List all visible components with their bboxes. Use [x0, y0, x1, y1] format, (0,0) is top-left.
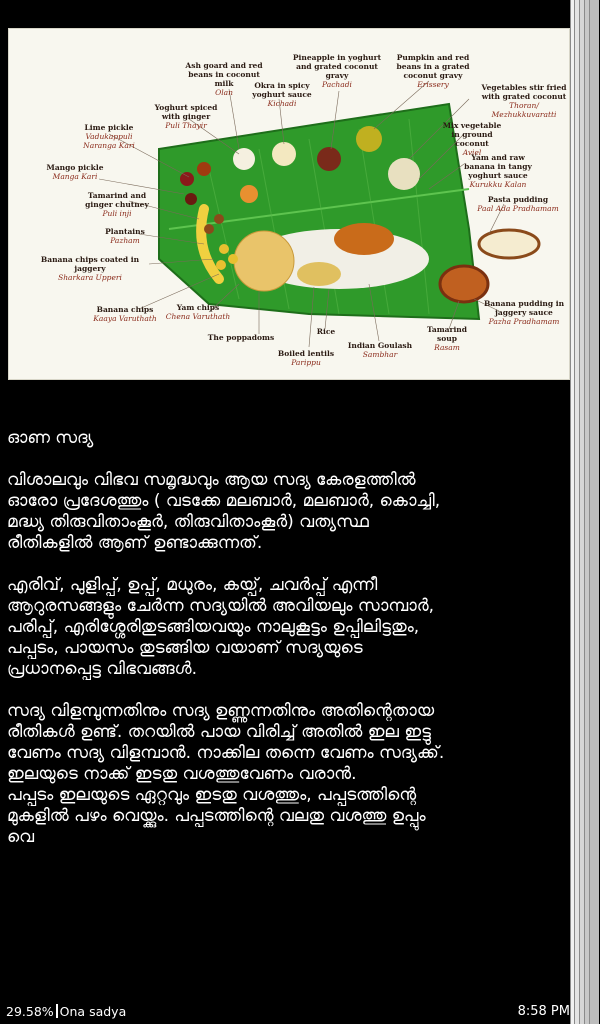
label-thoran: Vegetables stir fried with grated coconut Thoran/ Mezhukkuvaratti [481, 83, 567, 119]
reading-progress [6, 1004, 126, 1019]
label-puli-thayir: Yoghurt spiced with ginger Puli Thayir [154, 103, 218, 130]
label-aviel: Mix vegetable in ground coconut Aviel [442, 121, 502, 157]
separator [56, 1004, 58, 1018]
label-rice: Rice [316, 327, 336, 336]
label-erissery: Pumpkin and red beans in a grated coconut gravy Erissery [396, 53, 470, 89]
label-poppadoms: The poppadoms [207, 333, 275, 342]
article-title: ഓണ സദ്യ [7, 428, 94, 448]
label-puli-inji: Tamarind and ginger chutney Puli inji [85, 191, 149, 218]
label-pasta-pudding: Pasta pudding Paal Ada Pradhamam [477, 195, 559, 213]
paragraph: സദ്യ വിളമ്പുന്നതിനും സദ്യ ഉണ്ണുന്നതിനും അതിന്റെതായ രീതികൾ ഉണ്ട്. തറയിൽ പായ വിരിച്ച് അതിൽ ഇല ഇട്ടു വേണം സദ്യ വിളമ്പാൻ. നാക്കില തന്നെ വേണം സദ്യക്ക്. ഇലയുടെ നാക്ക് ഇടതു വശത്തുവേണം വരാൻ. [7, 701, 445, 784]
label-rasam: Tamarind soup Rasam [426, 325, 468, 352]
page-edge-strip [589, 0, 599, 1024]
paragraph: വിശാലവും വിഭവ സമൃദ്ധവും ആയ സദ്യ കേരളത്തിൽ ഓരോ പ്രദേശത്തും ( വടക്കേ മലബാർ, മലബാർ, കൊച്ചി, മദ്ധ്യ തിരുവിതാംകൂർ, തിരുവിതാംകൂർ) വത്യസ്ഥ രീതികളിൽ ആണ് ഉണ്ടാക്കുന്നത്. [7, 470, 441, 553]
status-bar [0, 1002, 572, 1024]
label-kichadi: Okra in spicy yoghurt sauce Kichadi [252, 81, 312, 108]
label-pachadi: Pineapple in yoghurt and grated coconut gravy Pachadi [292, 53, 382, 89]
book-title: Ona sadya [59, 1004, 127, 1019]
page-stack-edge [570, 0, 600, 1024]
label-sambhar: Indian Goulash Sambhar [347, 341, 413, 359]
sadya-illustration [8, 28, 570, 380]
paragraph: പപ്പടം ഇലയുടെ ഏറ്റവും ഇടതു വശത്തും, പപ്പടത്തിന്റെ മുകളിൽ പഴം വെയ്ക്കും. പപ്പടത്തിന്റെ വലതു വശത്തു ഉപ്പും വെ [7, 785, 426, 847]
label-parippu: Boiled lentils Parippu [277, 349, 335, 367]
label-yam-chips: Yam chips Chena Varuthath [165, 303, 231, 321]
article-body [7, 428, 447, 848]
label-mango-pickle: Mango pickle Manga Kari [46, 163, 104, 181]
label-sharkara-upperi: Banana chips coated in jaggery Sharkara Upperi [40, 255, 140, 282]
label-kalan: Yam and raw banana in tangy yoghurt sauce Kurukku Kalan [464, 153, 532, 189]
label-pazha-pradhamam: Banana pudding in jaggery sauce Pazha Pradhamam [483, 299, 565, 326]
paragraph: എരിവ്, പുളിപ്പ്, ഉപ്പ്, മധുരം, കയ്പ്, ചവർപ്പ് എന്നീ ആറുരസങ്ങളും ചേർന്ന സദ്യയിൽ അവിയലും സാമ്പാർ, പരിപ്പ്, എരിശ്ശേരിതുടങ്ങിയവയും നാലുകൂട്ടം ഉപ്പിലിട്ടതും, പപ്പടം, പായസം തുടങ്ങിയ വയാണ് സദ്യയുടെ പ്രധാനപ്പെട്ട വിഭവങ്ങൾ. [7, 575, 435, 679]
clock: 8:58 PM [517, 1004, 570, 1019]
label-lime-pickle: Lime pickle Vadukappuli Naranga Kari [83, 123, 135, 150]
label-olan: Ash goard and red beans in coconut milk Olan [185, 61, 263, 97]
label-plantains: Plantains Pazham [105, 227, 145, 245]
progress-percent: 29.58% [6, 1004, 54, 1019]
label-banana-chips: Banana chips Kaaya Varuthath [93, 305, 157, 323]
